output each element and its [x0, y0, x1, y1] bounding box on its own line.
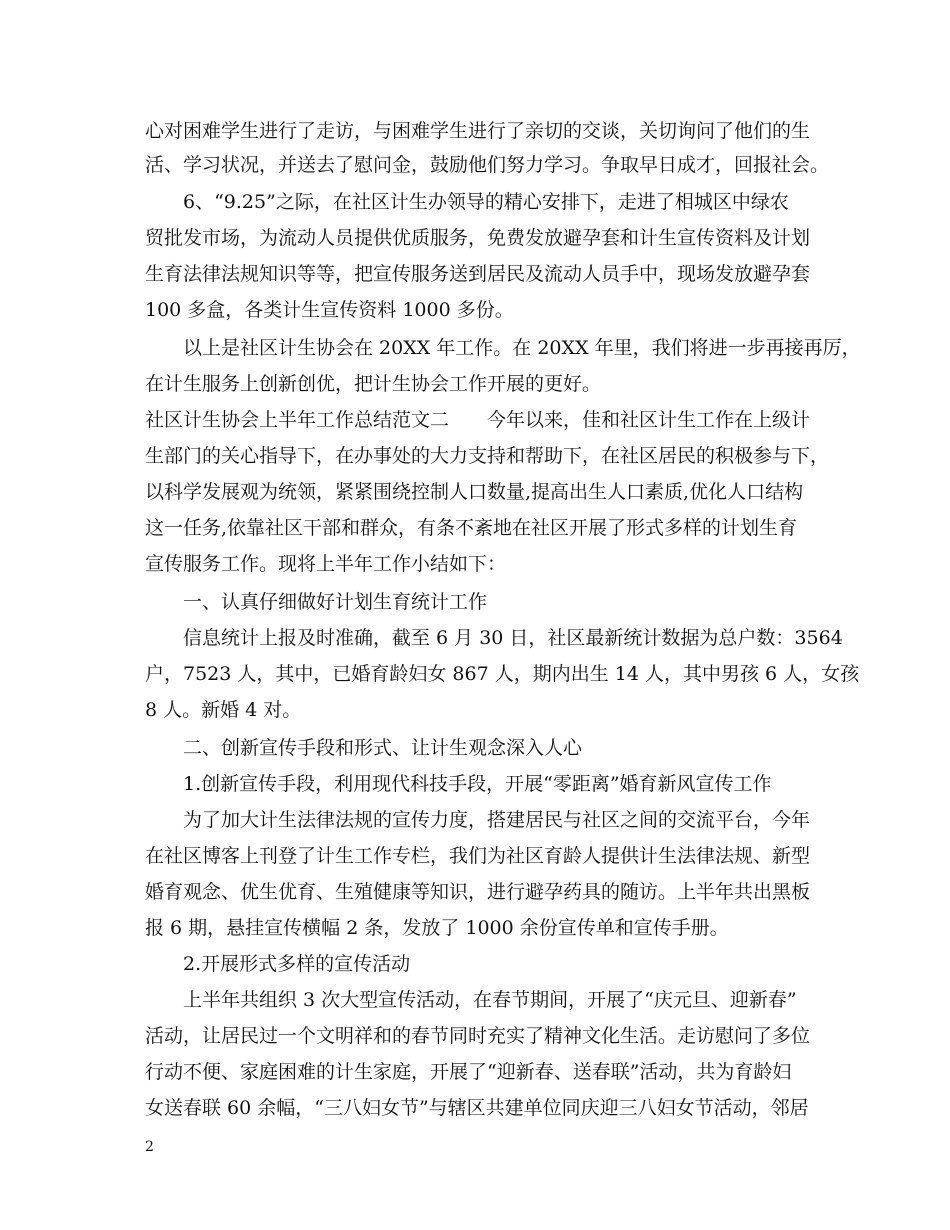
text-line: 8 人。新婚 4 对。 — [145, 699, 302, 721]
text-line: 户，7523 人，其中，已婚育龄妇女 867 人，期内出生 14 人，其中男孩 6 人，女孩 — [145, 663, 860, 685]
text-line: 女送春联 60 余幅，“三八妇女节”与辖区共建单位同庆迎三八妇女节活动，邻居 — [145, 1097, 809, 1119]
text-line: 宣传服务工作。现将上半年工作小结如下： — [145, 553, 507, 575]
text-line: 婚育观念、优生优育、生殖健康等知识，进行避孕药具的随访。上半年共出黑板 — [145, 881, 811, 903]
text-line: 以科学发展观为统领，紧紧围绕控制人口数量,提高出生人口素质,优化人口结构 — [145, 481, 804, 503]
text-line: 社区计生协会上半年工作总结范文二 今年以来，佳和社区计生工作在上级计 — [145, 409, 811, 431]
text-line: 活、学习状况，并送去了慰问金，鼓励他们努力学习。争取早日成才，回报社会。 — [145, 154, 830, 176]
subsection-heading: 2.开展形式多样的宣传活动 — [183, 953, 411, 975]
text-line: 在社区博客上刊登了计生工作专栏，我们为社区育龄人提供计生法律法规、新型 — [145, 845, 811, 867]
text-line: 贸批发市场，为流动人员提供优质服务，免费发放避孕套和计生宣传资料及计划 — [145, 227, 811, 249]
text-line: 生部门的关心指导下，在办事处的大力支持和帮助下，在社区居民的积极参与下， — [145, 445, 830, 467]
subsection-heading: 1.创新宣传手段，利用现代科技手段，开展“零距离”婚育新风宣传工作 — [183, 773, 772, 795]
text-line: 以上是社区计生协会在 20XX 年工作。在 20XX 年里，我们将进一步再接再厉， — [183, 337, 861, 359]
text-line: 报 6 期，悬挂宣传横幅 2 条，发放了 1000 余份宣传单和宣传手册。 — [145, 917, 729, 939]
section-heading: 二、创新宣传手段和形式、让计生观念深入人心 — [183, 737, 583, 759]
text-line: 活动，让居民过一个文明祥和的春节同时充实了精神文化生活。走访慰问了多位 — [145, 1025, 811, 1047]
section-heading: 一、认真仔细做好计划生育统计工作 — [183, 591, 488, 613]
text-line: 在计生服务上创新创优，把计生协会工作开展的更好。 — [145, 373, 602, 395]
text-line: 心对困难学生进行了走访，与困难学生进行了亲切的交谈，关切询问了他们的生 — [145, 120, 811, 142]
text-line: 6、“9.25”之际，在社区计生办领导的精心安排下，走进了相城区中绿农 — [183, 191, 789, 213]
text-line: 生育法律法规知识等等，把宣传服务送到居民及流动人员手中，现场发放避孕套 — [145, 263, 811, 285]
page-number: 2 — [145, 1139, 154, 1155]
text-line: 上半年共组织 3 次大型宣传活动，在春节期间，开展了“庆元旦、迎新春” — [183, 989, 797, 1011]
text-line: 100 多盒，各类计生宣传资料 1000 多份。 — [145, 299, 514, 321]
text-line: 行动不便、家庭困难的计生家庭，开展了“迎新春、送春联”活动，共为育龄妇 — [145, 1061, 792, 1083]
text-line: 这一任务,依靠社区干部和群众，有条不紊地在社区开展了形式多样的计划生育 — [145, 517, 798, 539]
text-line: 为了加大计生法律法规的宣传力度，搭建居民与社区之间的交流平台，今年 — [183, 809, 811, 831]
text-line: 信息统计上报及时准确，截至 6 月 30 日，社区最新统计数据为总户数：3564 — [183, 627, 843, 649]
